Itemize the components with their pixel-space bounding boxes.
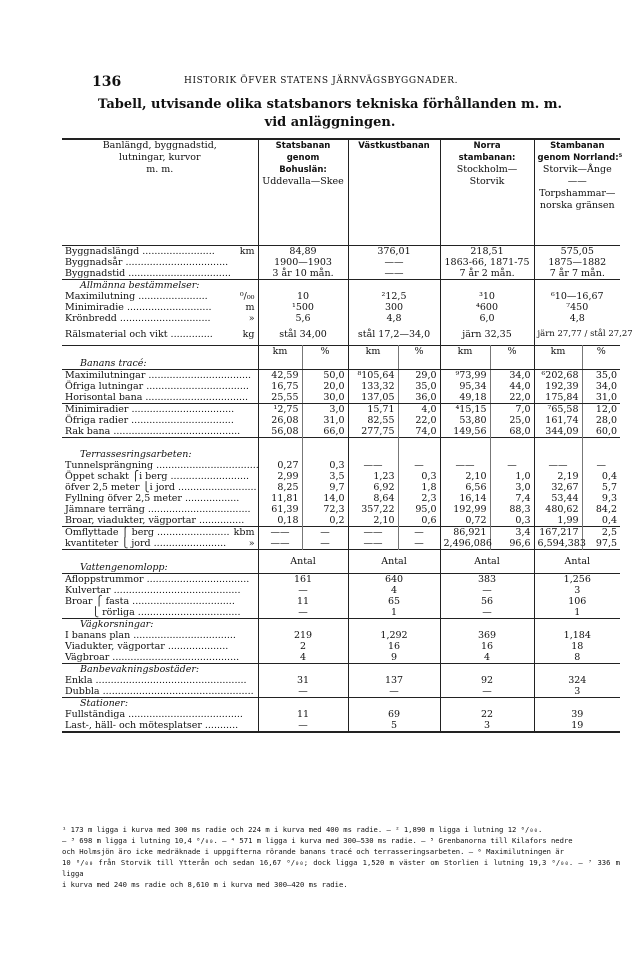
table-row: Krönbredd .............................. » 5,6 4,8 6,0 4,8 [62,313,620,324]
col-bohuslan-header: Statsbanan genom Bohuslän: Uddevalla—Skee [258,139,348,245]
footnote-line: i kurva med 240 ms radie och 8,610 m i kurva med 300—420 ms radie. [62,880,348,889]
data-table [62,138,633,733]
table-row: Minimiradier .................................. ¹2,75 3,0 15,71 4,0 ⁴15,15 7,0 ⁷65,58 12,0 [62,404,620,416]
footnotes [62,824,620,890]
table-row: Omflyttade ⎧ berg ........................ kbm —— — —— — 86,921 3,4 167,217 2,5 [62,526,620,538]
table-row: Öppet schakt ⎧i berg .......................... 2,99 3,5 1,23 0,3 2,10 1,0 2,19 0,4 [62,471,620,482]
section-heading: Terrassesringsarbeten: [62,438,620,460]
table-row: Kulvertar .......................................... — 4 — 3 [62,585,620,596]
column-header-row [62,139,620,245]
table-row: Horisontal bana .................................. 25,55 30,0 137,05 36,0 49,18 22,0 175,84 31,0 [62,392,620,404]
table-row: Fyllning öfver 2,5 meter .................. 11,81 14,0 8,64 2,3 16,14 7,4 53,44 9,3 [62,493,620,504]
antal-header-row: Vattengenomlopp: Antal Antal Antal Antal [62,549,620,573]
footnote-line: — ³ 698 m ligga i lutning 10,4 ⁰/₀₀. — ⁴ 571 m ligga i kurva med 300—530 ms radie. — ⁵ Grenbanorna till Kilafors nedre [62,836,573,845]
footnote-line: ¹ 173 m ligga i kurva med 300 ms radie och 224 m i kurva med 400 ms radie. — ² 1,890 m ligga i lutning 12 ⁰/₀₀. [62,825,543,834]
table-row: Maximilutningar .................................. 42,59 50,0 ⁸105,64 29,0 ⁹73,99 34,0 ⁶202,68 35,0 [62,370,620,382]
table-row: Byggnadslängd ........................ km 84,89 376,01 218,51 575,05 [62,245,620,257]
table-row: Maximilutning ....................... ⁰/₀₀ 10 ²12,5 ³10 ⁶10—16,67 [62,291,620,302]
table-row: Minimiradie ............................ m ¹500 300 ⁴600 ⁷450 [62,302,620,313]
table-row: Vägbroar .......................................... 4 9 4 8 [62,652,620,664]
section-heading: Banbevakningsbostäder: [62,663,620,675]
table-row: Öfriga lutningar .................................. 16,75 20,0 133,32 35,0 95,34 44,0 192,39 34,0 [62,381,620,392]
table-row: Byggnadsår .................................. 1900—1903 —— 1863-66, 1871-75 1875—1882 [62,257,620,268]
section-heading: Stationer: [62,697,620,709]
table-row: Broar, viadukter, vägportar ............... 0,18 0,2 2,10 0,6 0,72 0,3 1,99 0,4 [62,515,620,527]
table-row: Tunnelsprängning .................................. 0,27 0,3 —— — —— — —— — [62,460,620,471]
col-norra-header: Norra stambanan: Stockholm— Storvik [440,139,534,245]
running-header [92,74,592,90]
table-row: Rälsmaterial och vikt .............. kg stål 34,00 stål 17,2—34,0 järn 32,35 järn 27,77 / stål 27,27 [62,324,620,346]
table-row: kvantiteter ⎩ jord ........................ » —— — —— — 2,496,086 96,6 6,594,383 97,5 [62,538,620,550]
table-row: Fullständiga ...................................... 11 69 22 39 [62,709,620,720]
table-row: Last-, häll- och mötesplatser ........... — 5 3 19 [62,720,620,732]
footnote-line: och Holmsjön äro icke medräknade i uppgifterna rörande banans tracé och terrasseringsarbeten. — ⁶ Maximilutningen är [62,847,564,856]
table-row: Öfriga radier .................................. 26,08 31,0 82,55 22,0 53,80 25,0 161,74 28,0 [62,415,620,426]
col-norrland-header: Stambanan genom Norrland:⁵ Storvik—Ånge —— Torpshammar— norska gränsen [534,139,620,245]
label-column-header: Banlängd, byggnadstid, lutningar, kurvor m. m. [62,139,258,245]
table-row: Viadukter, vägportar .................... 2 16 16 18 [62,641,620,652]
table-row: Rak bana .......................................... 56,08 66,0 277,75 74,0 149,56 68,0 344,09 60,0 [62,426,620,438]
table-row: Byggnadstid .................................. 3 år 10 mån. —— 7 år 2 mån. 7 år 7 mån. [62,268,620,280]
running-title: HISTORIK ÖFVER STATENS JÄRNVÄGSBYGGNADER. [184,76,459,86]
table-row: ⎩ rörliga .................................. — 1 — 1 [62,607,620,619]
table-row: I banans plan .................................. 219 1,292 369 1,184 [62,630,620,641]
footnote-line: 10 ⁰/₀₀ från Storvik till Ytterån och sedan 16,67 ⁰/₀₀; dock ligga 1,520 m väster om Storlien i lutning 19,3 ⁰/₀₀. — ⁷ 336 m ligga [62,858,620,878]
section-heading: Allmänna bestämmelser: [62,279,620,291]
table-row: Jämnare terräng .................................. 61,39 72,3 357,22 95,0 192,99 88,3 480,62 84,2 [62,504,620,515]
table-title: Tabell, utvisande olika statsbanors tekniska förhållanden m. m. vid anläggningen. [97,97,563,130]
section-heading: Vägkorsningar: [62,618,620,630]
table-row: öfver 2,5 meter ⎩i jord .......................... 8,25 9,7 6,92 1,8 6,56 3,0 32,67 5,7 [62,482,620,493]
unit-header-row: Banans tracé: km % km % km % km % [62,346,620,370]
table-row: Afloppstrummor .................................. 161 640 383 1,256 [62,573,620,585]
table-row: Broar ⎧ fasta .................................. 11 65 56 106 [62,596,620,607]
table-row: Enkla .................................................. 31 137 92 324 [62,675,620,686]
page-number: 136 [92,74,122,90]
table-row: Dubbla .................................................. — — — 3 [62,686,620,698]
col-vastkust-header: Västkustbanan [348,139,440,245]
